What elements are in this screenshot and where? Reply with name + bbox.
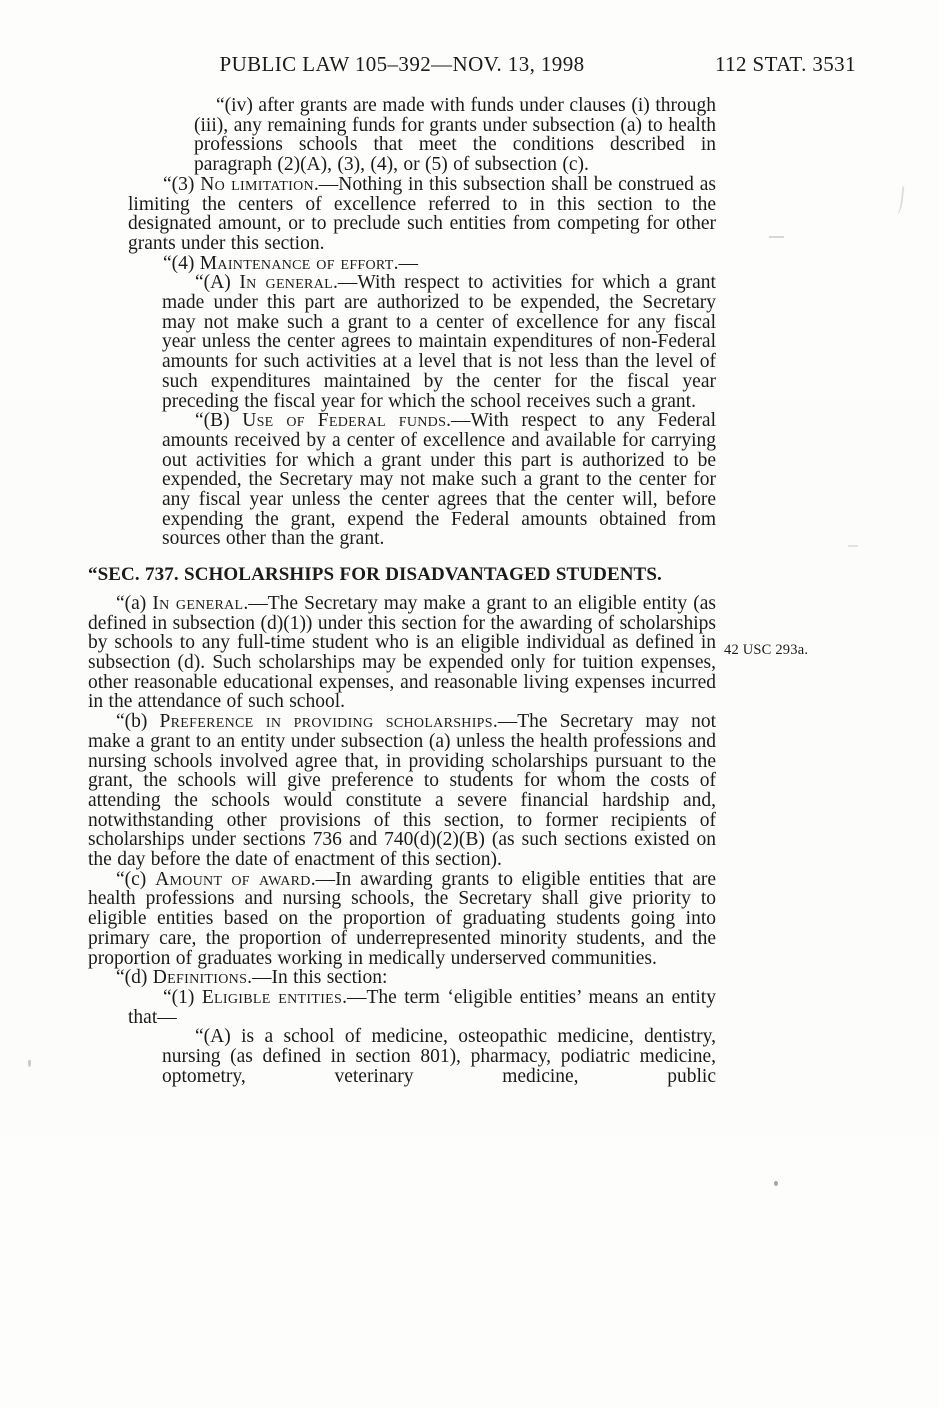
scan-artifact <box>774 1181 778 1186</box>
scan-artifact <box>848 545 858 547</box>
subparagraph-4A-in-general: “(A) In general.—With respect to activities for which a grant made under this part are authorized to be expended, the Secretary may not make such a grant to a center of excellence for any fiscal year unless the center agrees to maintain expenditures of non-Federal amounts for such activities at a level that is not less than the level of such expenditures maintained by the center for the fiscal year preceding the fiscal year for which the school receives such a grant. <box>162 272 716 412</box>
subparagraph-d1A-school-list: “(A) is a school of medicine, osteopathic medicine, dentistry, nursing (as defined in section 801), pharmacy, podiatric medicine, optometry, veterinary medicine, public <box>162 1026 716 1087</box>
clause-iv: “(iv) after grants are made with funds under clauses (i) through (iii), any remaining funds for grants under subsection (a) to health professions schools that meet the conditions described in paragraph (2)(A), (3), (4), or (5) of subsection (c). <box>194 95 716 176</box>
running-head-stat-page: 112 STAT. 3531 <box>714 52 856 76</box>
subsection-c-amount-of-award: “(c) Amount of award.—In awarding grants to eligible entities that are health professions and nursing schools, the Secretary shall give priority to eligible entities based on the proportion of graduating students going into primary care, the proportion of underrepresented minority students, and the proportion of graduates working in medically underserved communities. <box>88 868 716 969</box>
scan-artifact <box>769 236 784 238</box>
subsection-d-definitions: “(d) Definitions.—In this section: <box>116 967 388 989</box>
paragraph-d1-eligible-entities: “(1) Eligible entities.—The term ‘eligible entities’ means an entity that— <box>128 986 716 1028</box>
subsection-a-in-general: “(a) In general.—The Secretary may make a grant to an eligible entity (as defined in subsection (d)(1)) under this section for the awarding of scholarships by schools to any full-time student who is an eligible individual as defined in subsection (d). Such scholarships may be expended only for tuition expenses, other reasonable educational expenses, and reasonable living expenses incurred in the attendance of such school. <box>88 592 716 713</box>
section-737-heading: “SEC. 737. SCHOLARSHIPS FOR DISADVANTAGED STUDENTS. <box>88 564 662 586</box>
scan-artifact <box>28 1060 31 1067</box>
paragraph-3-no-limitation: “(3) No limitation.—Nothing in this subsection shall be construed as limiting the centers of excellence referred to in this section to the designated amount, or to preclude such entities from competing for other grants under this section. <box>128 173 717 254</box>
paragraph-4-maintenance-of-effort: “(4) Maintenance of effort.— <box>163 252 418 274</box>
statute-text-column <box>88 96 716 1086</box>
running-head-law-title: PUBLIC LAW 105–392—NOV. 13, 1998 <box>219 52 585 76</box>
scan-artifact <box>895 186 905 215</box>
usc-citation-margin-note: 42 USC 293a. <box>724 642 809 658</box>
subsection-b-preference: “(b) Preference in providing scholarships.—The Secretary may not make a grant to an entity under subsection (a) unless the health professions and nursing schools involved agree that, in providing scholarships pursuant to the grant, the schools will give preference to students for whom the costs of attending the schools would constitute a severe financial hardship and, notwithstanding other provisions of this section, to former recipients of scholarships under sections 736 and 740(d)(2)(B) (as such sections existed on the day before the date of enactment of this section). <box>88 711 716 871</box>
subparagraph-4B-use-of-federal-funds: “(B) Use of Federal funds.—With respect to any Federal amounts received by a center of excellence and available for carrying out activities for which a grant under this part is authorized to be expended, the Secretary may not make such a grant to the center for any fiscal year unless the center agrees that the center will, before expending the grant, expend the Federal amounts obtained from sources other than the grant. <box>162 410 716 550</box>
